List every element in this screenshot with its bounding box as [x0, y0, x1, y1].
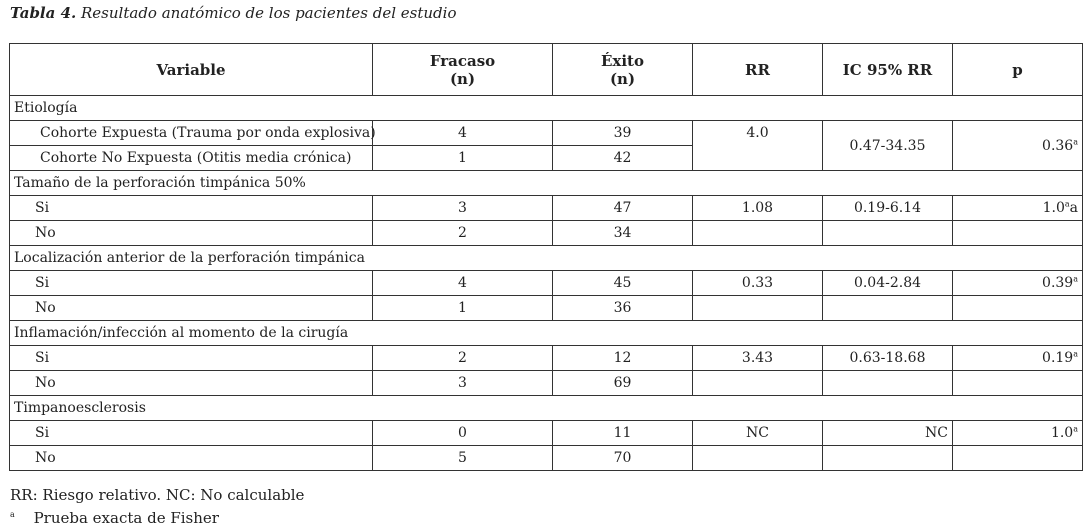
cell-p: [953, 421, 1083, 446]
cell-ic: 0.47-34.35: [823, 121, 953, 171]
cell-fracaso: 4: [373, 121, 553, 146]
cell-empty: [823, 371, 953, 396]
cell-empty: [953, 296, 1083, 321]
cell-empty: [823, 446, 953, 471]
p-value: 0.39: [1042, 275, 1074, 291]
cell-fracaso: 3: [373, 371, 553, 396]
header-fracaso-n: (n): [449, 69, 476, 88]
row-label: Si: [10, 421, 373, 446]
row-label: Si: [10, 346, 373, 371]
footnote-abbreviations: RR: Riesgo relativo. NC: No calculable: [10, 486, 305, 504]
p-value: 0.36: [1042, 137, 1074, 154]
p-footnote-mark: a: [1073, 349, 1078, 359]
cell-empty: [953, 221, 1083, 246]
p-value: 1.0: [1042, 200, 1065, 216]
p-footnote-mark: a: [1064, 199, 1070, 209]
table-row: [10, 221, 1083, 246]
cell-rr: NC: [693, 421, 823, 446]
results-table: [9, 43, 1083, 471]
row-label: Cohorte No Expuesta (Otitis media crónica): [10, 146, 373, 171]
header-ic: IC 95% RR: [823, 44, 953, 96]
cell-exito: 69: [553, 371, 693, 396]
header-rr: RR: [693, 44, 823, 96]
row-label: No: [10, 221, 373, 246]
header-fracaso: [373, 44, 553, 96]
cell-rr: 1.08: [693, 196, 823, 221]
cell-exito: 45: [553, 271, 693, 296]
header-fracaso-label: Fracaso: [429, 51, 496, 70]
cell-p: [953, 271, 1083, 296]
cell-fracaso: 2: [373, 346, 553, 371]
p-suffix: a: [1069, 200, 1078, 216]
header-row: [10, 44, 1083, 96]
cell-empty: [693, 371, 823, 396]
cell-exito: 12: [553, 346, 693, 371]
cell-empty: [693, 296, 823, 321]
table-row: [10, 271, 1083, 296]
group-row: [10, 246, 1083, 271]
cell-ic: 0.04-2.84: [823, 271, 953, 296]
cell-exito: 39: [553, 121, 693, 146]
cell-ic: 0.19-6.14: [823, 196, 953, 221]
cell-empty: [953, 446, 1083, 471]
group-row: [10, 171, 1083, 196]
cell-fracaso: 2: [373, 221, 553, 246]
p-value: 0.19: [1042, 350, 1074, 366]
cell-fracaso: 0: [373, 421, 553, 446]
p-footnote-mark: a: [1073, 136, 1078, 146]
table-row: [10, 346, 1083, 371]
row-label: Si: [10, 271, 373, 296]
caption-label: Tabla 4.: [10, 4, 77, 22]
cell-fracaso: 1: [373, 296, 553, 321]
footnote-mark: a: [10, 510, 15, 519]
cell-fracaso: 4: [373, 271, 553, 296]
cell-empty: [693, 446, 823, 471]
caption-text: Resultado anatómico de los pacientes del estudio: [81, 4, 457, 22]
cell-p: [953, 121, 1083, 171]
cell-p: [953, 196, 1083, 221]
table-row: [10, 371, 1083, 396]
cell-rr: 4.0: [693, 121, 823, 171]
cell-fracaso: 1: [373, 146, 553, 171]
cell-p: [953, 346, 1083, 371]
table-row: [10, 421, 1083, 446]
header-exito-n: (n): [609, 69, 636, 88]
table-row: [10, 296, 1083, 321]
group-title: Timpanoesclerosis: [10, 396, 1083, 421]
table-row: [10, 196, 1083, 221]
table-caption: [10, 4, 456, 22]
p-footnote-mark: a: [1073, 424, 1078, 434]
row-label: Si: [10, 196, 373, 221]
cell-empty: [953, 371, 1083, 396]
cell-rr: 3.43: [693, 346, 823, 371]
table-row: [10, 446, 1083, 471]
cell-rr: 0.33: [693, 271, 823, 296]
cell-exito: 34: [553, 221, 693, 246]
cell-fracaso: 5: [373, 446, 553, 471]
table-row: [10, 121, 1083, 146]
row-label: Cohorte Expuesta (Trauma por onda explosiva): [10, 121, 373, 146]
row-label: No: [10, 446, 373, 471]
group-row: [10, 321, 1083, 346]
group-title: Etiología: [10, 96, 1083, 121]
row-label: No: [10, 296, 373, 321]
footnote-fisher: [10, 509, 219, 527]
cell-fracaso: 3: [373, 196, 553, 221]
header-p: p: [953, 44, 1083, 96]
cell-ic: NC: [823, 421, 953, 446]
p-footnote-mark: a: [1073, 274, 1078, 284]
cell-empty: [823, 296, 953, 321]
row-label: No: [10, 371, 373, 396]
group-row: [10, 96, 1083, 121]
footnote-fisher-text: Prueba exacta de Fisher: [33, 509, 219, 527]
group-title: Localización anterior de la perforación timpánica: [10, 246, 1083, 271]
cell-exito: 36: [553, 296, 693, 321]
group-title: Tamaño de la perforación timpánica 50%: [10, 171, 1083, 196]
header-exito-label: Éxito: [600, 51, 644, 70]
cell-exito: 42: [553, 146, 693, 171]
group-row: [10, 396, 1083, 421]
cell-ic: 0.63-18.68: [823, 346, 953, 371]
header-exito: [553, 44, 693, 96]
cell-empty: [823, 221, 953, 246]
p-value: 1.0: [1050, 425, 1074, 441]
cell-exito: 70: [553, 446, 693, 471]
header-variable: Variable: [10, 44, 373, 96]
cell-exito: 47: [553, 196, 693, 221]
cell-empty: [693, 221, 823, 246]
group-title: Inflamación/infección al momento de la cirugía: [10, 321, 1083, 346]
cell-exito: 11: [553, 421, 693, 446]
